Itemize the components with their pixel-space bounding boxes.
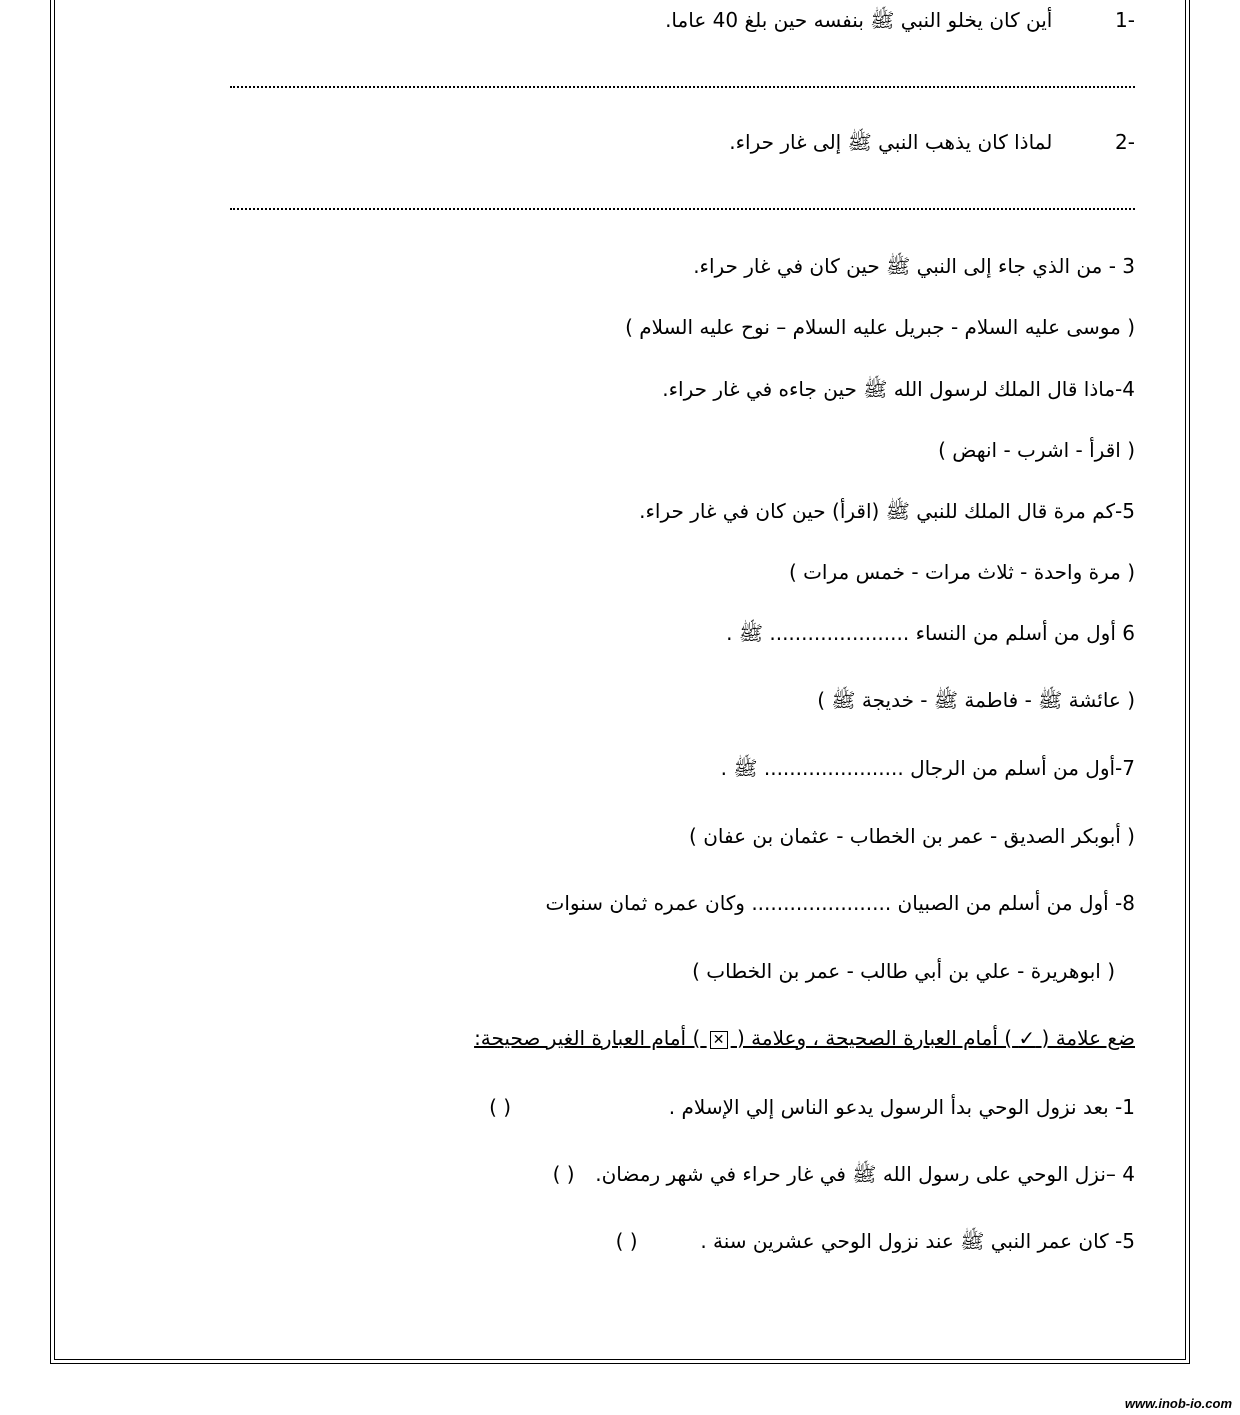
question-3: 3 - من الذي جاء إلى النبي ﷺ حين كان في غار حراء. xyxy=(693,254,1135,278)
instruction-part-a: ضع علامة ( xyxy=(1041,1026,1135,1050)
question-8: 8- أول من أسلم من الصبيان ...................... وكان عمره ثمان سنوات xyxy=(545,891,1135,915)
question-6-choices: ( عائشة ﷺ - فاطمة ﷺ - خديجة ﷺ ) xyxy=(817,688,1135,712)
true-false-item-3 xyxy=(616,1227,1135,1255)
question-1 xyxy=(665,6,1135,34)
question-6: 6 أول من أسلم من النساء ...................... ﷺ . xyxy=(726,621,1135,645)
true-false-item-3-answer[interactable]: ( ) xyxy=(615,1229,638,1253)
question-2-text: لماذا كان يذهب النبي ﷺ إلى غار حراء. xyxy=(729,130,1053,154)
instruction-part-c: ) أمام العبارة الغير صحيحة: xyxy=(474,1026,701,1050)
true-false-item-1-answer[interactable]: ( ) xyxy=(489,1095,512,1119)
answer-line-2[interactable] xyxy=(230,208,1135,210)
true-false-item-2 xyxy=(553,1160,1135,1188)
true-false-item-1 xyxy=(489,1093,1135,1121)
true-false-item-1-text: 1- بعد نزول الوحي بدأ الرسول يدعو الناس إلي الإسلام . xyxy=(668,1095,1135,1119)
question-2-number: -2 xyxy=(1115,130,1135,154)
true-false-instruction xyxy=(474,1024,1135,1052)
question-8-choices: ( ابوهريرة - علي بن أبي طالب - عمر بن الخطاب ) xyxy=(692,959,1115,983)
question-2 xyxy=(729,128,1135,156)
question-4: 4-ماذا قال الملك لرسول الله ﷺ حين جاءه في غار حراء. xyxy=(662,377,1135,401)
page-border-inner xyxy=(54,0,1186,1360)
question-4-choices: ( اقرأ - اشرب - انهض ) xyxy=(938,438,1135,462)
true-false-item-2-text: 4 –نزل الوحي على رسول الله ﷺ في غار حراء في شهر رمضان. xyxy=(595,1162,1135,1186)
question-1-number: -1 xyxy=(1115,8,1135,32)
true-false-item-3-text: 5- كان عمر النبي ﷺ عند نزول الوحي عشرين سنة . xyxy=(700,1229,1135,1253)
true-false-item-2-answer[interactable]: ( ) xyxy=(552,1162,575,1186)
question-7: 7-أول من أسلم من الرجال ...................... ﷺ . xyxy=(720,756,1135,780)
footer-website: www.inob-io.com xyxy=(1124,1396,1232,1411)
check-mark-icon: ✓ xyxy=(1018,1026,1036,1050)
question-5: 5-كم مرة قال الملك للنبي ﷺ (اقرأ) حين كان في غار حراء. xyxy=(639,499,1135,523)
answer-line-1[interactable] xyxy=(230,86,1135,88)
x-box-icon: ✕ xyxy=(710,1031,728,1049)
question-3-choices: ( موسى عليه السلام - جبريل عليه السلام – نوح عليه السلام ) xyxy=(625,315,1135,339)
question-1-text: أين كان يخلو النبي ﷺ بنفسه حين بلغ 40 عاما. xyxy=(665,8,1053,32)
question-5-choices: ( مرة واحدة - ثلاث مرات - خمس مرات ) xyxy=(788,560,1135,584)
instruction-part-b: ) أمام العبارة الصحيحة ، وعلامة ( xyxy=(737,1026,1013,1050)
question-7-choices: ( أبوبكر الصديق - عمر بن الخطاب - عثمان بن عفان ) xyxy=(689,824,1135,848)
